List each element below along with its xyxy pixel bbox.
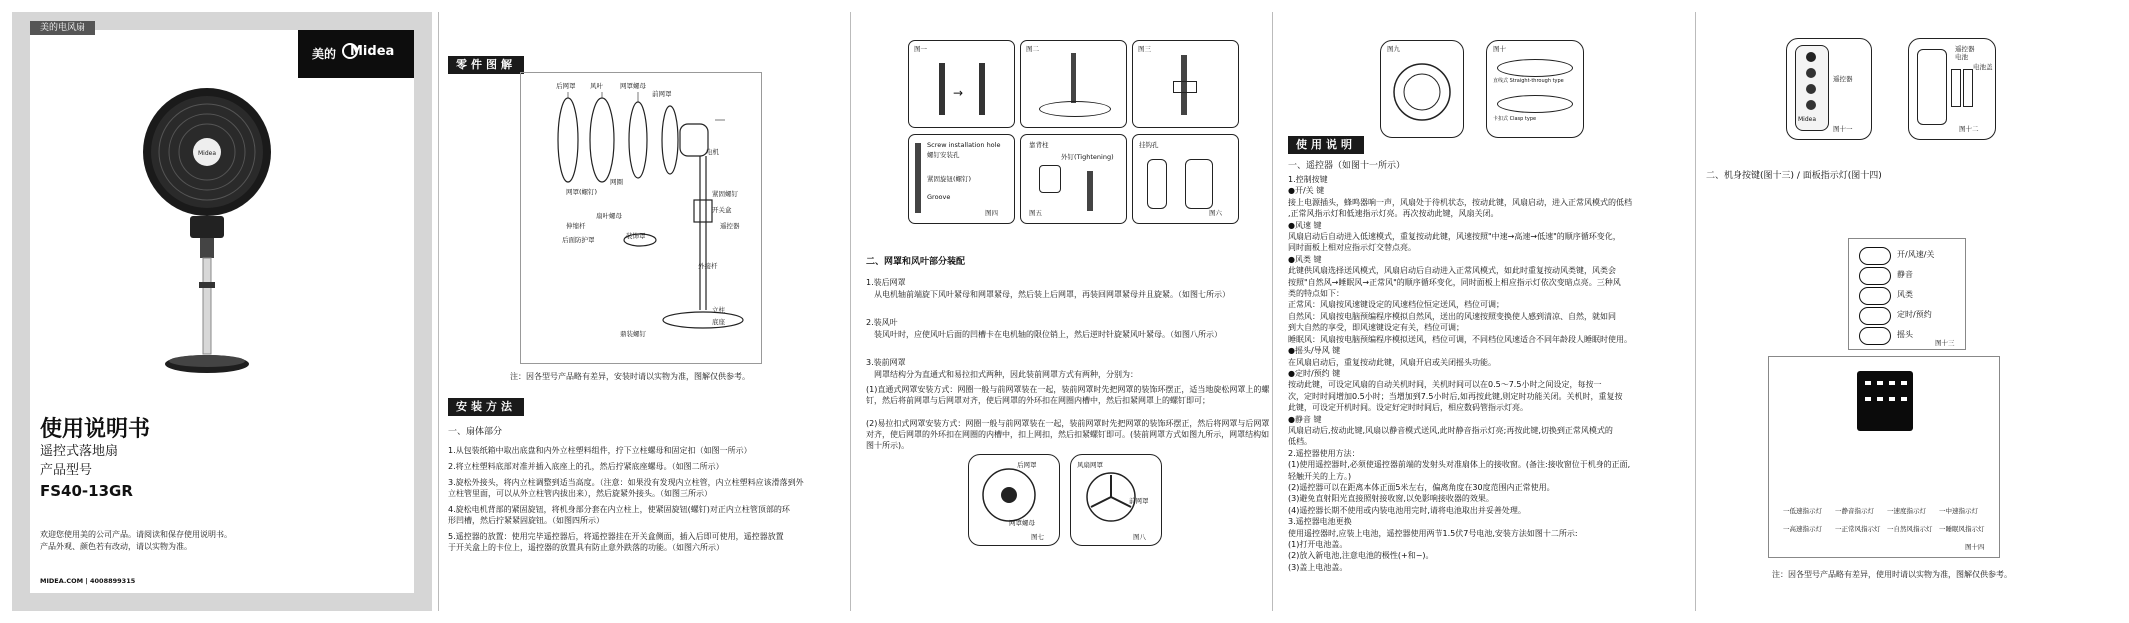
figure-8-label: 图八 (1133, 533, 1146, 541)
panel-button-swing-label: 摇头 (1897, 330, 1913, 339)
figure-13 (1848, 238, 1966, 350)
part-label-14: 底座 (712, 318, 725, 326)
indicator-dot-1 (1865, 381, 1871, 385)
indicator-dot-7 (1889, 397, 1895, 401)
install-step-3: 立柱管里面，可以从外立柱管内拔出来），然后旋紧外接头。（如图三所示） (448, 489, 712, 498)
brand-cn: 美的 (312, 47, 337, 61)
install-header: 安装方法 (448, 398, 524, 416)
indicator-dot-8 (1901, 397, 1907, 401)
usage-line-24: 2.遥控器使用方法： (1288, 448, 1360, 458)
usage-line-30: 3.遥控器电池更换 (1288, 517, 1352, 527)
figure-7-fan (979, 465, 1039, 525)
figure-14-label: 图十四 (1965, 543, 1985, 551)
install-sub1: 一、扇体部分 (448, 427, 503, 437)
install-step-4: 4.旋松电机背部的紧固旋钮，将机身部分套在内立柱上，使紧固旋钮(螺钉)对正内立柱管顶部的环 (448, 505, 790, 514)
usage-line-22: 风扇启动后,按动此键,风扇以静音模式送风,此时静音指示灯亮;再按此键,切换到正常风模式的 (1288, 425, 1613, 435)
cover-model-label: 产品型号 (40, 463, 93, 478)
usage-line-4: ●风速 键 (1288, 220, 1322, 230)
svg-text:Midea: Midea (197, 150, 217, 157)
part-label-11: 遥控器 (720, 222, 740, 230)
figure-8-b: 前网罩 (1129, 497, 1149, 505)
assembly-s3-a: (1)直通式网罩安装方式：网圈一般与前网罩装在一起，装前网罩时先把网罩的装饰环摆正，适当地旋松网罩上的螺钉，然后将前网罩与后网罩对齐，使后网罩的外环扣在网圈内槽中，然后扣紧网罩上的螺钉即可； (866, 385, 1270, 405)
indicator-0: 一低速指示灯 (1783, 507, 1822, 515)
panel-button-power[interactable] (1859, 247, 1891, 265)
figure-1-rod-b (979, 63, 985, 115)
figure-7 (968, 454, 1060, 546)
panel-button-mode-label: 风类 (1897, 290, 1913, 299)
figure-5-label: 图五 (1029, 209, 1042, 217)
figure-8 (1070, 454, 1162, 546)
usage-line-27: (2)遥控器可以在距离本体正面5米左右，偏离角度在30度范围内正常使用。 (1288, 482, 1555, 492)
figure-10-a: 直线式 Straight-through type (1493, 78, 1564, 84)
figure-5-b: 外钉(Tightening) (1061, 153, 1114, 161)
usage-line-21: ●静音 键 (1288, 414, 1322, 424)
figure-4-label: 图四 (985, 209, 998, 217)
figure-9-cover (1389, 59, 1455, 125)
figure-3 (1132, 40, 1239, 128)
figure-3-joint (1173, 81, 1197, 93)
fold-line-4 (1695, 12, 1696, 611)
figure-1-rod-a (939, 63, 945, 115)
cover-top-label: 美的电风扇 (30, 21, 95, 35)
indicator-7: 一睡眠风指示灯 (1939, 525, 1985, 533)
figure-10 (1486, 40, 1584, 138)
figure-5-pole (1087, 171, 1093, 211)
figure-12 (1908, 38, 1996, 140)
usage-line-7: ●风类 键 (1288, 254, 1322, 264)
install-step-7: 于开关盒上的卡位上，遥控器的放置具有防止意外跌落的功能。（如图六所示） (448, 543, 724, 552)
usage-line-14: 睡眠风：风扇按电脑预编程序模拟送风，档位可调，不同档位风速适合不同年龄段人睡眠时使用。 (1288, 334, 1632, 344)
indicator-1: 一静音指示灯 (1835, 507, 1874, 515)
figure-2-base (1039, 101, 1111, 117)
part-label-0: 后网罩 (556, 82, 576, 90)
usage-line-3: ,正常风指示灯和低速指示灯亮。再次按动此键，风扇关闭。 (1288, 209, 1499, 219)
usage-line-11: 正常风：风扇按风速键设定的风速档位恒定送风，档位可调； (1288, 300, 1504, 310)
indicator-dot-5 (1865, 397, 1871, 401)
usage-lines (1288, 174, 1708, 573)
cover-intro-2: 产品外观、颜色若有改动，请以实物为准。 (40, 542, 192, 551)
indicator-dot-4 (1901, 381, 1907, 385)
usage-line-8: 此键供风扇选择送风模式，风扇启动后自动进入正常风模式，如此时重复按动风类键，风类会 (1288, 266, 1616, 276)
part-label-7: 电机 (706, 148, 719, 156)
part-label-17: 鼎装螺钉 (620, 330, 646, 338)
panel-button-mode[interactable] (1859, 287, 1891, 305)
figure-10-ring-b (1497, 95, 1573, 113)
figure-6-a: 挂钩孔 (1139, 141, 1159, 149)
usage-line-26: 轻触开关的上方。) (1288, 471, 1352, 481)
figure-6 (1132, 134, 1239, 224)
cover-model: FS40-13GR (40, 482, 133, 500)
figure-4-a: 螺钉安装孔 (927, 151, 960, 159)
indicator-dot-6 (1877, 397, 1883, 401)
usage-line-2: 接上电源插头，蜂鸣器响一声，风扇处于待机状态，按动此键，风扇启动，进入正常风模式的低档 (1288, 197, 1632, 207)
figure-9 (1380, 40, 1464, 138)
figure-14 (1768, 356, 2000, 558)
indicator-3: 一中速指示灯 (1939, 507, 1978, 515)
usage-line-25: (1)使用遥控器时,必须使遥控器前端的发射头对准扇体上的接收窗。(备注:接收窗位于机身的正面, (1288, 460, 1631, 470)
cover-subtitle: 遥控式落地扇 (40, 444, 119, 459)
cover-title: 使用说明书 (40, 417, 151, 442)
figure-6-label: 图六 (1209, 209, 1222, 217)
usage-line-23: 低档。 (1288, 437, 1312, 447)
remote-brand: Midea (1798, 116, 1817, 123)
fold-line-3 (1272, 12, 1273, 611)
figure-12-a: 遥控器 (1955, 45, 1975, 53)
figure-11-remote-label: 遥控器 (1833, 75, 1853, 83)
indicator-2: 一速度指示灯 (1887, 507, 1926, 515)
figure-9-label: 图九 (1387, 45, 1400, 53)
fold-line-2 (850, 12, 851, 611)
part-label-15: 外接杆 (698, 262, 718, 270)
figure-12-b: 电池 (1955, 53, 1968, 61)
assembly-s2-title: 2.装风叶 (866, 318, 898, 327)
install-step-5: 形凹槽，然后拧紧紧固旋钮。（如图四所示） (448, 516, 604, 525)
figure-7-b: 网罩螺母 (1009, 519, 1035, 527)
part-label-3: 前网罩 (652, 90, 672, 98)
figure-4-c: Groove (927, 193, 951, 201)
figure-2-pole (1071, 53, 1076, 103)
remote-body (1795, 45, 1829, 131)
cover-intro-1: 欢迎您使用美的公司产品。请阅读和保存使用说明书。 (40, 530, 232, 539)
figure-7-label: 图七 (1031, 533, 1044, 541)
figure-6-remote (1147, 159, 1167, 209)
battery-1 (1951, 69, 1961, 107)
panel-button-swing[interactable] (1859, 327, 1891, 345)
assembly-s3-b: (2)易拉扣式网罩安装方式：网圈一般与前网罩装在一起，装前网罩时先把网罩的装饰环摆正，然后将网罩与后网罩对齐，使后网罩的外环扣在网圈的内槽中，扣上网扣，然后扣紧螺钉即可。(装前网罩方式如图九所示，网罩结构如图十所示)。 (866, 419, 1270, 450)
figure-10-b: 卡扣式 Clasp type (1493, 116, 1537, 122)
assembly-s1-title: 1.装后网罩 (866, 278, 906, 287)
usage-line-33: (2)放入新电池,注意电池的极性(+和−)。 (1288, 551, 1434, 561)
figure-2-label: 图二 (1026, 45, 1039, 53)
figure-4 (908, 134, 1015, 224)
figure-5 (1020, 134, 1127, 224)
figure-10-ring-a (1497, 59, 1573, 77)
part-label-16: 装饰罩 (626, 232, 646, 240)
install-step-6: 5.遥控器的放置：使用完毕遥控器后，将遥控器挂在开关盒侧面，插入后即可使用，遥控器放置 (448, 532, 784, 541)
cover-panel (12, 12, 432, 611)
figure-1-arrow: → (953, 86, 964, 100)
usage-line-20: 此键，可设定开机时间。设定好定时时间后，相应数码管指示灯亮。 (1288, 403, 1528, 413)
remote-btn-3 (1806, 84, 1816, 94)
fold-line-1 (438, 12, 439, 611)
brand-logo-block (298, 30, 414, 78)
usage-line-19: 次，定时时间增加0.5小时；当增加到7.5小时后,如再按此键,则定时功能关闭。关机时，重复按 (1288, 391, 1623, 401)
panel-heading: 二、机身按键(图十三) / 面板指示灯(图十四) (1706, 171, 1882, 181)
install-step-0: 1.从包装纸箱中取出底盘和内外立柱塑料组件，拧下立柱螺母和固定扣（如图一所示） (448, 446, 752, 455)
assembly-s3-intro: 网罩结构分为直通式和易拉扣式两种，因此装前网罩方式有两种，分别为： (874, 370, 1138, 379)
assembly-s1-text: 从电机轴前端旋下风叶紧母和网罩紧母，然后装上后网罩，再装回网罩紧母并且旋紧。（如图七所示） (874, 290, 1230, 299)
figure-3-label: 图三 (1138, 45, 1151, 53)
figure-5-knob (1039, 165, 1061, 193)
figure-12-label: 图十二 (1959, 125, 1979, 133)
battery-2 (1963, 69, 1973, 107)
usage-line-16: 在风扇启动后，重复按动此键，风扇开启或关闭摇头功能。 (1288, 357, 1496, 367)
figure-7-a: 后网罩 (1017, 461, 1037, 469)
part-label-2: 网罩螺母 (620, 82, 646, 90)
part-label-5: 网罩(螺钉) (566, 188, 598, 196)
usage-line-28: (3)避免直射阳光直接照射接收窗,以免影响接收器的效果。 (1288, 494, 1494, 504)
figure-4-rod (915, 143, 921, 213)
remote-btn-4 (1806, 100, 1816, 110)
panel-button-timer[interactable] (1859, 307, 1891, 325)
usage-line-29: (4)遥控器长期不使用或内装电池用完时,请将电池取出并妥善处理。 (1288, 505, 1526, 515)
usage-line-12: 自然风：风扇按电脑预编程序模拟自然风，送出的风速按照变换使人感到清凉、自然，就如同 (1288, 311, 1616, 321)
parts-header: 零件图解 (448, 56, 524, 74)
assembly-heading: 二、网罩和风叶部分装配 (866, 257, 966, 267)
figure-11-label: 图十一 (1833, 125, 1853, 133)
figure-8-a: 风扇网罩 (1077, 461, 1103, 469)
part-label-10: 后面防护罩 (562, 236, 595, 244)
usage-line-32: (1)打开电池盖。 (1288, 540, 1348, 549)
usage-line-10: 类的特点如下： (1288, 289, 1344, 299)
right-note: 注：因各型号产品略有差异，使用时请以实物为准，图解仅供参考。 (1772, 570, 2012, 579)
usage-line-31: 使用遥控器时,应装上电池，遥控器使用两节1.5伏7号电池,安装方法如图十二所示: (1288, 528, 1578, 538)
panel-button-mute[interactable] (1859, 267, 1891, 285)
part-label-8: 紧固螺钉 (712, 190, 738, 198)
display-panel (1857, 371, 1913, 431)
parts-note: 注：因各型号产品略有差异，安装时请以实物为准，图解仅供参考。 (510, 372, 750, 381)
figure-6-box (1185, 159, 1213, 209)
figure-1-label: 图一 (914, 45, 927, 53)
part-label-1: 风叶 (590, 82, 603, 90)
figure-13-label: 图十三 (1935, 339, 1955, 347)
remote-btn-2 (1806, 68, 1816, 78)
usage-line-13: 到大自然的享受，即风速键设定有关，档位可调； (1288, 323, 1464, 333)
usage-line-6: 同时面板上相对应指示灯交替点亮。 (1288, 243, 1416, 253)
part-label-4: 网圈 (610, 178, 623, 186)
remote-btn-power (1806, 52, 1816, 62)
usage-line-15: ●摇头/导风 键 (1288, 346, 1341, 356)
brand-en: Midea (350, 44, 395, 59)
indicator-5: 一正常风指示灯 (1835, 525, 1881, 533)
cover-footer: MIDEA.COM | 4008899315 (40, 577, 136, 585)
indicator-dot-3 (1889, 381, 1895, 385)
fan-illustration (112, 82, 302, 402)
usage-line-17: ●定时/预约 键 (1288, 368, 1341, 378)
figure-5-a: 靠背柱 (1029, 141, 1049, 149)
indicator-4: 一高速指示灯 (1783, 525, 1822, 533)
figure-4-note: Screw installation hole (927, 141, 1001, 149)
panel-button-timer-label: 定时/预约 (1897, 310, 1932, 319)
figure-10-label: 图十 (1493, 45, 1506, 53)
usage-line-9: 按照"自然风→睡眠风→正常风"的顺序循环变化，同时面板上相应指示灯依次变暗点亮。三种风 (1288, 277, 1621, 287)
indicator-dot-2 (1877, 381, 1883, 385)
install-step-2: 3.旋松外接头，将内立柱调整到适当高度。（注意：如果没有发现内立柱管，内立柱塑料应该滑落到外 (448, 478, 804, 487)
figure-4-b: 紧固旋钮(螺钉) (927, 175, 972, 183)
figure-12-c: 电池盖 (1973, 63, 1993, 71)
part-label-9: 开关盒 (712, 206, 732, 214)
panel-button-power-label: 开/风速/关 (1897, 250, 1935, 259)
remote-back (1917, 49, 1947, 125)
usage-header: 使用说明 (1288, 136, 1364, 154)
usage-line-18: 按动此键，可设定风扇的自动关机时间，关机时间可以在0.5～7.5小时之间设定，每按一 (1288, 380, 1602, 390)
panel-button-mute-label: 静音 (1897, 270, 1913, 279)
usage-sub: 一、遥控器（如图十一所示） (1288, 161, 1406, 171)
indicator-6: 一自然风指示灯 (1887, 525, 1933, 533)
part-label-13: 立柱 (712, 306, 725, 314)
assembly-s2-text: 装风叶时，应使风叶后面的凹槽卡在电机轴的限位销上，然后逆时针旋紧风叶紧母。（如图八所示） (874, 330, 1222, 339)
usage-line-1: ●开/关 键 (1288, 186, 1325, 196)
figure-1 (908, 40, 1015, 128)
part-label-12: 伸缩杆 (566, 222, 586, 230)
usage-line-34: (3)盖上电池盖。 (1288, 562, 1348, 572)
usage-line-5: 风扇启动后自动进入低速模式，重复按动此键，风速按照"中速→高速→低速"的顺序循环变化， (1288, 232, 1621, 242)
part-label-6: 扇叶螺母 (596, 212, 622, 220)
figure-11 (1786, 38, 1872, 140)
figure-2 (1020, 40, 1127, 128)
usage-line-0: 1.控制按键 (1288, 175, 1328, 184)
assembly-s3-title: 3.装前网罩 (866, 358, 906, 367)
install-step-1: 2.将立柱塑料底部对准并插入底座上的孔，然后拧紧底座螺母。（如图二所示） (448, 462, 724, 471)
